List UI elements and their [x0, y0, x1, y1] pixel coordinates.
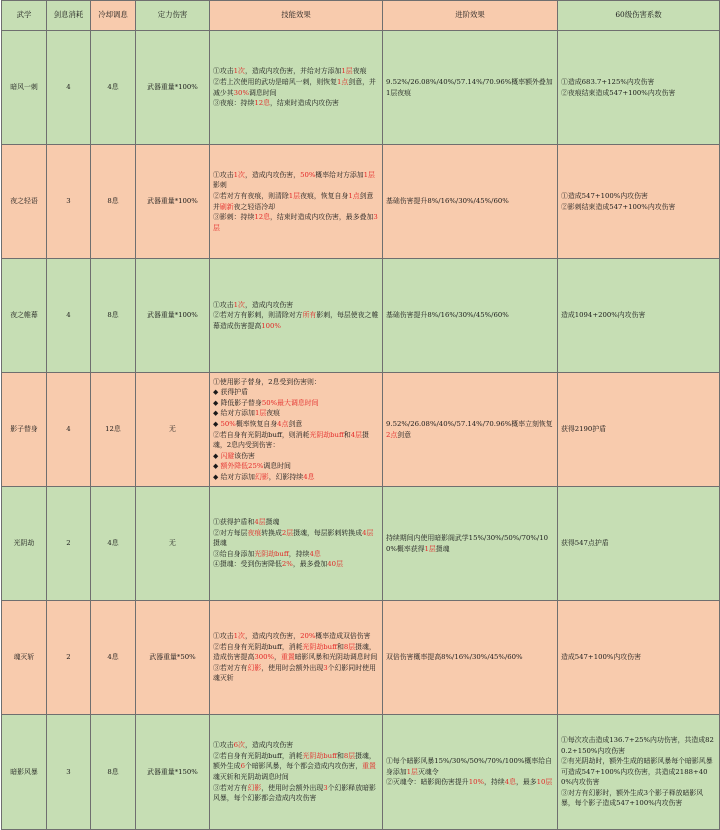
text-segment: ①造成683.7+125%内攻伤害: [561, 77, 655, 86]
text-segment: ，持续: [288, 549, 310, 558]
text-line: [213, 517, 379, 528]
text-segment: 造成1094+200%内攻伤害: [561, 311, 646, 320]
skill-advanced: [383, 259, 558, 373]
table-row: [2, 487, 720, 601]
text-line: [561, 191, 716, 202]
header-wuxue: 武学: [2, 1, 47, 31]
skill-name: 夜之帷幕: [2, 259, 47, 373]
text-line: [213, 191, 379, 212]
text-segment: ③给自身添加: [213, 549, 255, 558]
highlight-text: 8层: [343, 751, 356, 760]
text-line: [213, 408, 379, 419]
skill-cost: 3: [47, 145, 91, 259]
highlight-text: 重置: [280, 653, 295, 662]
skill-poise: 武器重量*50%: [136, 601, 210, 715]
text-line: [561, 310, 716, 321]
text-segment: 个幻影同时使用魂灭斩: [213, 663, 376, 683]
highlight-text: 夜痕: [247, 528, 262, 537]
text-segment: 夜痕: [266, 409, 281, 418]
text-line: [386, 756, 554, 777]
text-segment: 个暗影风暴，每个都会造成内攻伤害，: [244, 762, 363, 771]
text-line: [213, 430, 379, 451]
text-segment: ②对方每层: [213, 528, 248, 537]
highlight-text: 所有: [302, 311, 317, 320]
text-segment: ◆ 降低影子替身: [213, 398, 262, 407]
highlight-text: 额外降低25%: [220, 462, 264, 471]
skill-poise: 武器重量*150%: [136, 715, 210, 830]
highlight-text: 12息: [254, 99, 271, 108]
text-segment: ，最多叠加: [292, 560, 328, 569]
highlight-text: 2层: [281, 528, 294, 537]
highlight-text: 50%: [220, 419, 236, 428]
text-line: [213, 663, 379, 684]
highlight-text: 30%: [233, 88, 249, 97]
skill-advanced: [383, 31, 558, 145]
highlight-text: 1层: [424, 544, 436, 553]
skill-effect: [210, 715, 383, 830]
text-line: [213, 98, 379, 109]
text-segment: ，造成内攻伤害，并给对方添加: [244, 67, 342, 76]
skill-name: 光阴劫: [2, 487, 47, 601]
text-segment: 9.52%/26.08%/40%/57.14%/70.96%概率立刻恢复: [386, 419, 553, 428]
text-line: [386, 310, 554, 321]
text-line: [561, 77, 716, 88]
skill-effect: [210, 373, 383, 487]
text-line: [386, 777, 554, 788]
highlight-text: 4息: [309, 549, 321, 558]
text-segment: ①每次攻击造成136.7+25%内功伤害，共造成820.2+150%内攻伤害: [561, 735, 714, 755]
skill-damage: [558, 487, 720, 601]
highlight-text: 300%: [254, 653, 275, 662]
skill-cost: 2: [47, 601, 91, 715]
highlight-text: 6: [240, 762, 245, 771]
text-segment: 该伤害: [234, 451, 255, 460]
text-segment: 夜痕，恢复自身: [300, 191, 349, 200]
text-segment: ，造成内攻伤害: [244, 741, 294, 750]
highlight-text: 2%: [281, 560, 293, 569]
highlight-text: 刷新: [219, 202, 234, 211]
highlight-text: 3: [323, 663, 328, 672]
text-line: [213, 310, 379, 331]
text-segment: 摄魂，额外生成: [213, 751, 376, 771]
highlight-text: 4层: [350, 430, 363, 439]
text-segment: ，结束时造成内攻伤害: [270, 99, 339, 108]
text-segment: 剑意并: [213, 191, 374, 211]
highlight-text: 光阴劫buff: [309, 430, 344, 439]
text-line: [213, 77, 379, 98]
skill-damage: [558, 373, 720, 487]
skill-poise: 武器重量*100%: [136, 259, 210, 373]
skill-cost: 4: [47, 31, 91, 145]
highlight-text: 50%: [300, 170, 316, 179]
text-segment: ②若对方有影刺，则清除对方: [213, 311, 303, 320]
highlight-text: 8层: [343, 642, 356, 651]
text-line: [561, 788, 716, 809]
skill-cost: 3: [47, 715, 91, 830]
skill-damage: [558, 31, 720, 145]
text-segment: 摄魂: [265, 518, 280, 527]
text-line: [386, 196, 554, 207]
highlight-text: 闪避: [220, 451, 235, 460]
text-segment: ①每个暗影风暴15%/30%/50%/70%/100%概率给自身添加: [386, 757, 553, 776]
skill-advanced: [383, 373, 558, 487]
text-line: [561, 538, 716, 549]
text-segment: 调息时间: [249, 88, 277, 97]
text-segment: 调息时间: [263, 462, 291, 471]
text-line: [213, 751, 379, 783]
text-segment: 摄魂，每层影刺转换成: [293, 528, 363, 537]
highlight-text: 20%: [300, 632, 316, 641]
text-segment: 转换成: [261, 528, 282, 537]
text-segment: ，最多: [515, 778, 537, 787]
text-line: [386, 77, 554, 98]
table-row: [2, 715, 720, 830]
skill-poise: 武器重量*100%: [136, 31, 210, 145]
skill-name: 夜之轻语: [2, 145, 47, 259]
text-segment: ◆ 获得护盾: [213, 388, 249, 397]
skill-effect: [210, 31, 383, 145]
highlight-text: 幻影: [247, 783, 262, 792]
text-segment: ，: [274, 653, 281, 662]
highlight-text: 1次: [233, 170, 245, 179]
text-segment: 概率恢复自身: [235, 419, 278, 428]
skill-effect-tail: [213, 559, 379, 570]
text-segment: ，造成内攻伤害: [244, 300, 294, 309]
header-effect: 技能效果: [210, 1, 383, 31]
text-segment: ，使用时会额外出现: [261, 783, 324, 792]
table-row: [2, 145, 720, 259]
text-line: [213, 549, 379, 560]
text-segment: ①造成547+100%内攻伤害: [561, 191, 648, 200]
text-segment: ③若对方有: [213, 663, 248, 672]
skill-advanced: [383, 145, 558, 259]
text-segment: 获得2190护盾: [561, 425, 607, 434]
text-line: [561, 756, 716, 788]
text-line: [213, 740, 379, 751]
text-line: [213, 377, 379, 388]
highlight-text: 光阴劫buff: [302, 642, 337, 651]
text-segment: 夜之轻语冷却: [233, 202, 276, 211]
text-segment: ①攻击: [213, 300, 234, 309]
text-segment: ，结束时造成内攻伤害，最多叠加: [270, 213, 374, 222]
table-row: [2, 31, 720, 145]
highlight-text: 1次: [233, 300, 245, 309]
text-segment: ②若上次使用的武功是暗风一刺，则恢复: [213, 77, 338, 86]
skill-damage: [558, 715, 720, 830]
highlight-text: 1层: [288, 191, 301, 200]
text-line: [213, 398, 379, 409]
skill-advanced: [383, 487, 558, 601]
text-segment: ②灭魂令：暗影阁伤害提升: [386, 778, 469, 787]
highlight-text: 12息: [254, 213, 271, 222]
text-segment: 暗影风暴和光阴劫调息时间: [294, 653, 378, 662]
text-segment: ②有光阴劫时，额外生成的暗影风暴每个暗影风暴可造成547+100%内攻伤害，共造成2188+400%内攻伤害: [561, 757, 713, 787]
skill-poise: 武器重量*100%: [136, 145, 210, 259]
skill-effect: [210, 259, 383, 373]
skill-cooldown: 8息: [91, 715, 136, 830]
text-segment: 剑意: [288, 419, 303, 428]
skill-cooldown: 4息: [91, 31, 136, 145]
text-line: [386, 652, 554, 663]
text-line: [213, 300, 379, 311]
highlight-text: 3层: [213, 213, 378, 232]
table-row: [2, 601, 720, 715]
highlight-text: 光阴劫buff: [302, 751, 337, 760]
text-line: [213, 451, 379, 462]
header-row: [2, 1, 720, 31]
skill-damage: [558, 601, 720, 715]
text-line: [386, 419, 554, 440]
text-segment: 双倍伤害概率提高8%/16%/30%/45%/60%: [386, 653, 523, 662]
skill-name: 暗影风暴: [2, 715, 47, 830]
skill-cost: 4: [47, 259, 91, 373]
skill-name: 魂灭斩: [2, 601, 47, 715]
skill-effect: [210, 487, 383, 601]
text-segment: 个幻影释放暗影风暴，每个幻影都会造成内攻伤害: [213, 783, 376, 803]
skill-cooldown: 4息: [91, 601, 136, 715]
text-segment: 剑意，并减少其: [213, 77, 376, 97]
skill-cost: 2: [47, 487, 91, 601]
text-segment: ②影刺结束造成547+100%内攻伤害: [561, 202, 676, 211]
text-line: [213, 783, 379, 804]
text-segment: 概率给对方添加: [315, 170, 364, 179]
skill-advanced: [383, 715, 558, 830]
skill-effect: [210, 601, 383, 715]
text-segment: ◆: [213, 451, 221, 460]
text-line: [213, 631, 379, 642]
highlight-text: 10层: [536, 778, 553, 787]
highlight-text: 1层: [363, 170, 375, 179]
skill-damage: [558, 259, 720, 373]
text-segment: ④摄魂：受到伤害降低: [213, 560, 282, 569]
text-line: [213, 642, 379, 663]
text-segment: 摄魂: [213, 539, 227, 548]
skill-poise: 无: [136, 373, 210, 487]
text-line: [561, 424, 716, 435]
header-advanced: 进阶效果: [383, 1, 558, 31]
text-segment: 和: [336, 642, 344, 651]
highlight-text: 1点: [348, 191, 360, 200]
text-segment: 摄魂，造成伤害提高: [213, 642, 376, 662]
highlight-text: 4层: [254, 518, 266, 527]
text-segment: 基础伤害提升8%/16%/30%/45%/60%: [386, 197, 509, 206]
highlight-text: 幻影: [247, 663, 262, 672]
text-segment: ◆: [213, 419, 221, 428]
text-segment: 夜痕: [352, 67, 367, 76]
skill-cooldown: 12息: [91, 373, 136, 487]
text-segment: ①使用影子替身，2息受到伤害则：: [213, 377, 321, 386]
text-segment: ③对方有幻影时，额外生成3个影子释放暗影风暴，每个影子造成547+100%内攻伤害: [561, 788, 704, 808]
text-segment: ③若对方有: [213, 783, 248, 792]
text-segment: 概率造成双倍伤害: [315, 632, 371, 641]
text-segment: 影刺，每层使夜之帷幕造成伤害提高: [213, 311, 379, 330]
skill-cost: 4: [47, 373, 91, 487]
text-segment: ◆: [213, 462, 221, 471]
text-segment: 和: [336, 751, 344, 760]
highlight-text: 40层: [327, 560, 343, 569]
highlight-text: 1层: [341, 67, 353, 76]
skill-effect-main: [213, 517, 379, 559]
highlight-text: 10%: [468, 778, 485, 787]
text-line: [561, 735, 716, 756]
text-segment: 获得547点护盾: [561, 539, 609, 548]
text-segment: ◆ 给对方添加: [213, 409, 255, 418]
highlight-text: 1次: [233, 632, 245, 641]
highlight-text: 4点: [277, 419, 289, 428]
text-segment: ，持续: [484, 778, 505, 787]
text-line: [213, 472, 379, 483]
skill-name: 影子替身: [2, 373, 47, 487]
text-segment: ①攻击: [213, 632, 234, 641]
highlight-text: 1层: [254, 409, 267, 418]
text-line: [561, 652, 716, 663]
skill-effect: [210, 145, 383, 259]
highlight-text: 2点: [386, 430, 398, 439]
text-segment: 剑意: [397, 430, 412, 439]
text-line: [213, 461, 379, 472]
text-segment: ②夜痕结束造成547+100%内攻伤害: [561, 88, 676, 97]
highlight-text: 4层: [362, 528, 374, 537]
text-segment: 影刺: [213, 181, 227, 190]
text-segment: 摄魂，2息内受到伤害：: [213, 430, 369, 450]
skill-table: [1, 0, 720, 830]
highlight-text: 光阴劫buff: [254, 549, 289, 558]
text-segment: ②若自身有光阴劫buff，消耗: [213, 751, 303, 760]
text-segment: 魂灭斩和光阴劫调息时间: [213, 773, 289, 781]
text-line: [213, 528, 379, 549]
header-cooldown: 冷却调息: [91, 1, 136, 31]
highlight-text: 重置: [362, 762, 376, 771]
text-segment: 基础伤害提升8%/16%/30%/45%/60%: [386, 311, 509, 320]
skill-damage: [558, 145, 720, 259]
highlight-text: 1次: [233, 67, 245, 76]
highlight-text: 4息: [303, 472, 315, 481]
text-segment: 灭魂令: [417, 767, 439, 776]
text-segment: ，造成内攻伤害，: [244, 170, 301, 179]
text-line: [386, 533, 554, 554]
text-segment: ③影刺：持续: [213, 213, 255, 222]
header-damage: 60级伤害系数: [558, 1, 720, 31]
text-line: [213, 387, 379, 398]
text-line: [213, 212, 379, 233]
table-row: [2, 373, 720, 487]
text-line: [561, 202, 716, 213]
highlight-text: 4息: [504, 778, 516, 787]
text-line: [213, 66, 379, 77]
text-segment: ③夜痕：持续: [213, 99, 255, 108]
text-line: [561, 88, 716, 99]
text-segment: ②若自身有光阴劫buff，消耗: [213, 642, 303, 651]
text-segment: ①获得护盾和: [213, 518, 255, 527]
skill-advanced: [383, 601, 558, 715]
text-segment: ②若自身有光阴劫buff，则消耗: [213, 430, 310, 439]
text-segment: 摄魂: [435, 544, 450, 553]
header-cost: 剑息消耗: [47, 1, 91, 31]
skill-cooldown: 8息: [91, 145, 136, 259]
skill-name: 暗风一刺: [2, 31, 47, 145]
text-segment: ①攻击: [213, 170, 234, 179]
highlight-text: 3: [323, 783, 328, 792]
text-segment: ，幻影持续: [268, 472, 304, 481]
text-segment: 持续期间内使用暗影阁武学15%/30%/50%/70%/100%概率获得: [386, 533, 549, 553]
highlight-text: 1层: [406, 767, 418, 776]
header-poise: 定力伤害: [136, 1, 210, 31]
highlight-text: 6次: [233, 741, 245, 750]
skill-poise: 无: [136, 487, 210, 601]
text-segment: ①攻击: [213, 67, 234, 76]
highlight-text: 1点: [337, 77, 349, 86]
skill-cooldown: 4息: [91, 487, 136, 601]
text-segment: 和: [343, 430, 351, 439]
skill-cooldown: 8息: [91, 259, 136, 373]
text-segment: ①攻击: [213, 741, 234, 750]
highlight-text: 100%: [261, 321, 281, 330]
text-line: [213, 559, 379, 570]
text-segment: 9.52%/26.08%/40%/57.14%/70.96%概率额外叠加1层夜痕: [386, 77, 553, 97]
text-segment: 造成547+100%内攻伤害: [561, 653, 641, 662]
text-segment: ②若对方有夜痕，则清除: [213, 191, 289, 200]
table-row: [2, 259, 720, 373]
text-segment: ◆ 给对方添加: [213, 472, 255, 481]
text-segment: ，使用时会额外出现: [261, 663, 324, 672]
text-line: [213, 170, 379, 191]
highlight-text: 50%最大调息时间: [261, 398, 319, 407]
text-line: [213, 419, 379, 430]
text-segment: ，造成内攻伤害，: [244, 632, 301, 641]
highlight-text: 幻影: [254, 472, 269, 481]
